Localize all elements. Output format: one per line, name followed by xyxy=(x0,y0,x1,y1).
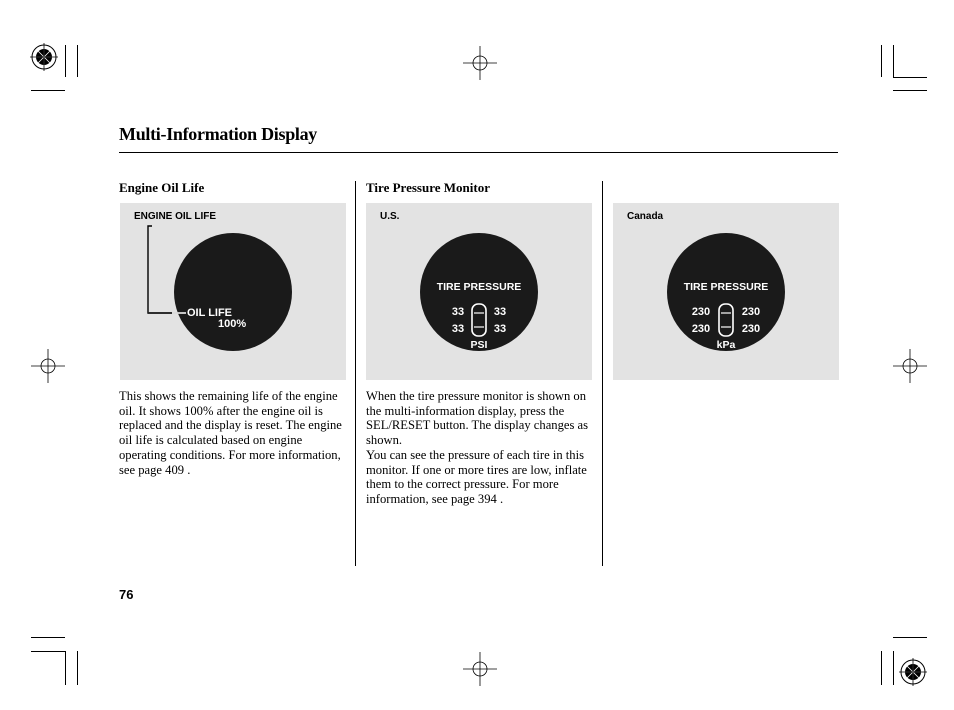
figure-label: Canada xyxy=(627,211,664,222)
oil-life-label: OIL LIFE xyxy=(187,307,233,319)
front-right-pressure: 33 xyxy=(493,306,507,318)
tire-pressure-heading: Tire Pressure Monitor xyxy=(366,180,490,195)
page-number: 76 xyxy=(119,587,134,602)
engine-oil-figure xyxy=(120,203,346,380)
display-title: TIRE PRESSURE xyxy=(683,281,769,293)
pressure-unit: PSI xyxy=(470,339,488,351)
pressure-unit: kPa xyxy=(716,339,736,351)
front-left-pressure: 230 xyxy=(691,306,711,318)
registration-target-icon xyxy=(899,658,929,688)
engine-oil-heading: Engine Oil Life xyxy=(119,180,205,195)
crosshair-icon xyxy=(893,349,927,383)
rear-right-pressure: 33 xyxy=(493,323,507,335)
tire-pressure-description xyxy=(366,389,594,507)
engine-oil-description: This shows the remaining life of the engine oil. It shows 100% after the engine oil is replaced and the display is reset. The engine oil life is calculated based on engine operating conditions. For more information, see page 409 . xyxy=(119,389,342,477)
figure-label: U.S. xyxy=(380,211,400,222)
oil-life-value: 100% xyxy=(218,318,247,330)
crosshair-icon xyxy=(463,46,497,80)
crosshair-icon xyxy=(463,652,497,686)
tire-pressure-us-display xyxy=(366,203,592,380)
registration-target-icon xyxy=(30,43,60,73)
tire-pressure-paragraph: When the tire pressure monitor is shown on the multi-information display, press the SEL/RESET button. The display changes as shown. xyxy=(366,389,589,448)
rear-right-pressure: 230 xyxy=(741,323,761,335)
tire-pressure-canada-figure xyxy=(613,203,839,380)
title-rule xyxy=(119,152,838,153)
display-title: TIRE PRESSURE xyxy=(436,281,522,293)
column-divider xyxy=(355,181,356,566)
page-title: Multi-Information Display xyxy=(119,124,318,144)
front-right-pressure: 230 xyxy=(741,306,761,318)
crosshair-icon xyxy=(31,349,65,383)
tire-pressure-paragraph: You can see the pressure of each tire in this monitor. If one or more tires are low, inflate them to the correct pressure. For more information, see page 394 . xyxy=(366,447,587,506)
front-left-pressure: 33 xyxy=(451,306,465,318)
tire-pressure-us-figure xyxy=(366,203,592,380)
column-divider xyxy=(602,181,603,566)
figure-label: ENGINE OIL LIFE xyxy=(134,211,217,222)
rear-left-pressure: 33 xyxy=(451,323,465,335)
tire-pressure-canada-display xyxy=(613,203,839,380)
oil-life-display xyxy=(120,203,346,380)
rear-left-pressure: 230 xyxy=(691,323,711,335)
